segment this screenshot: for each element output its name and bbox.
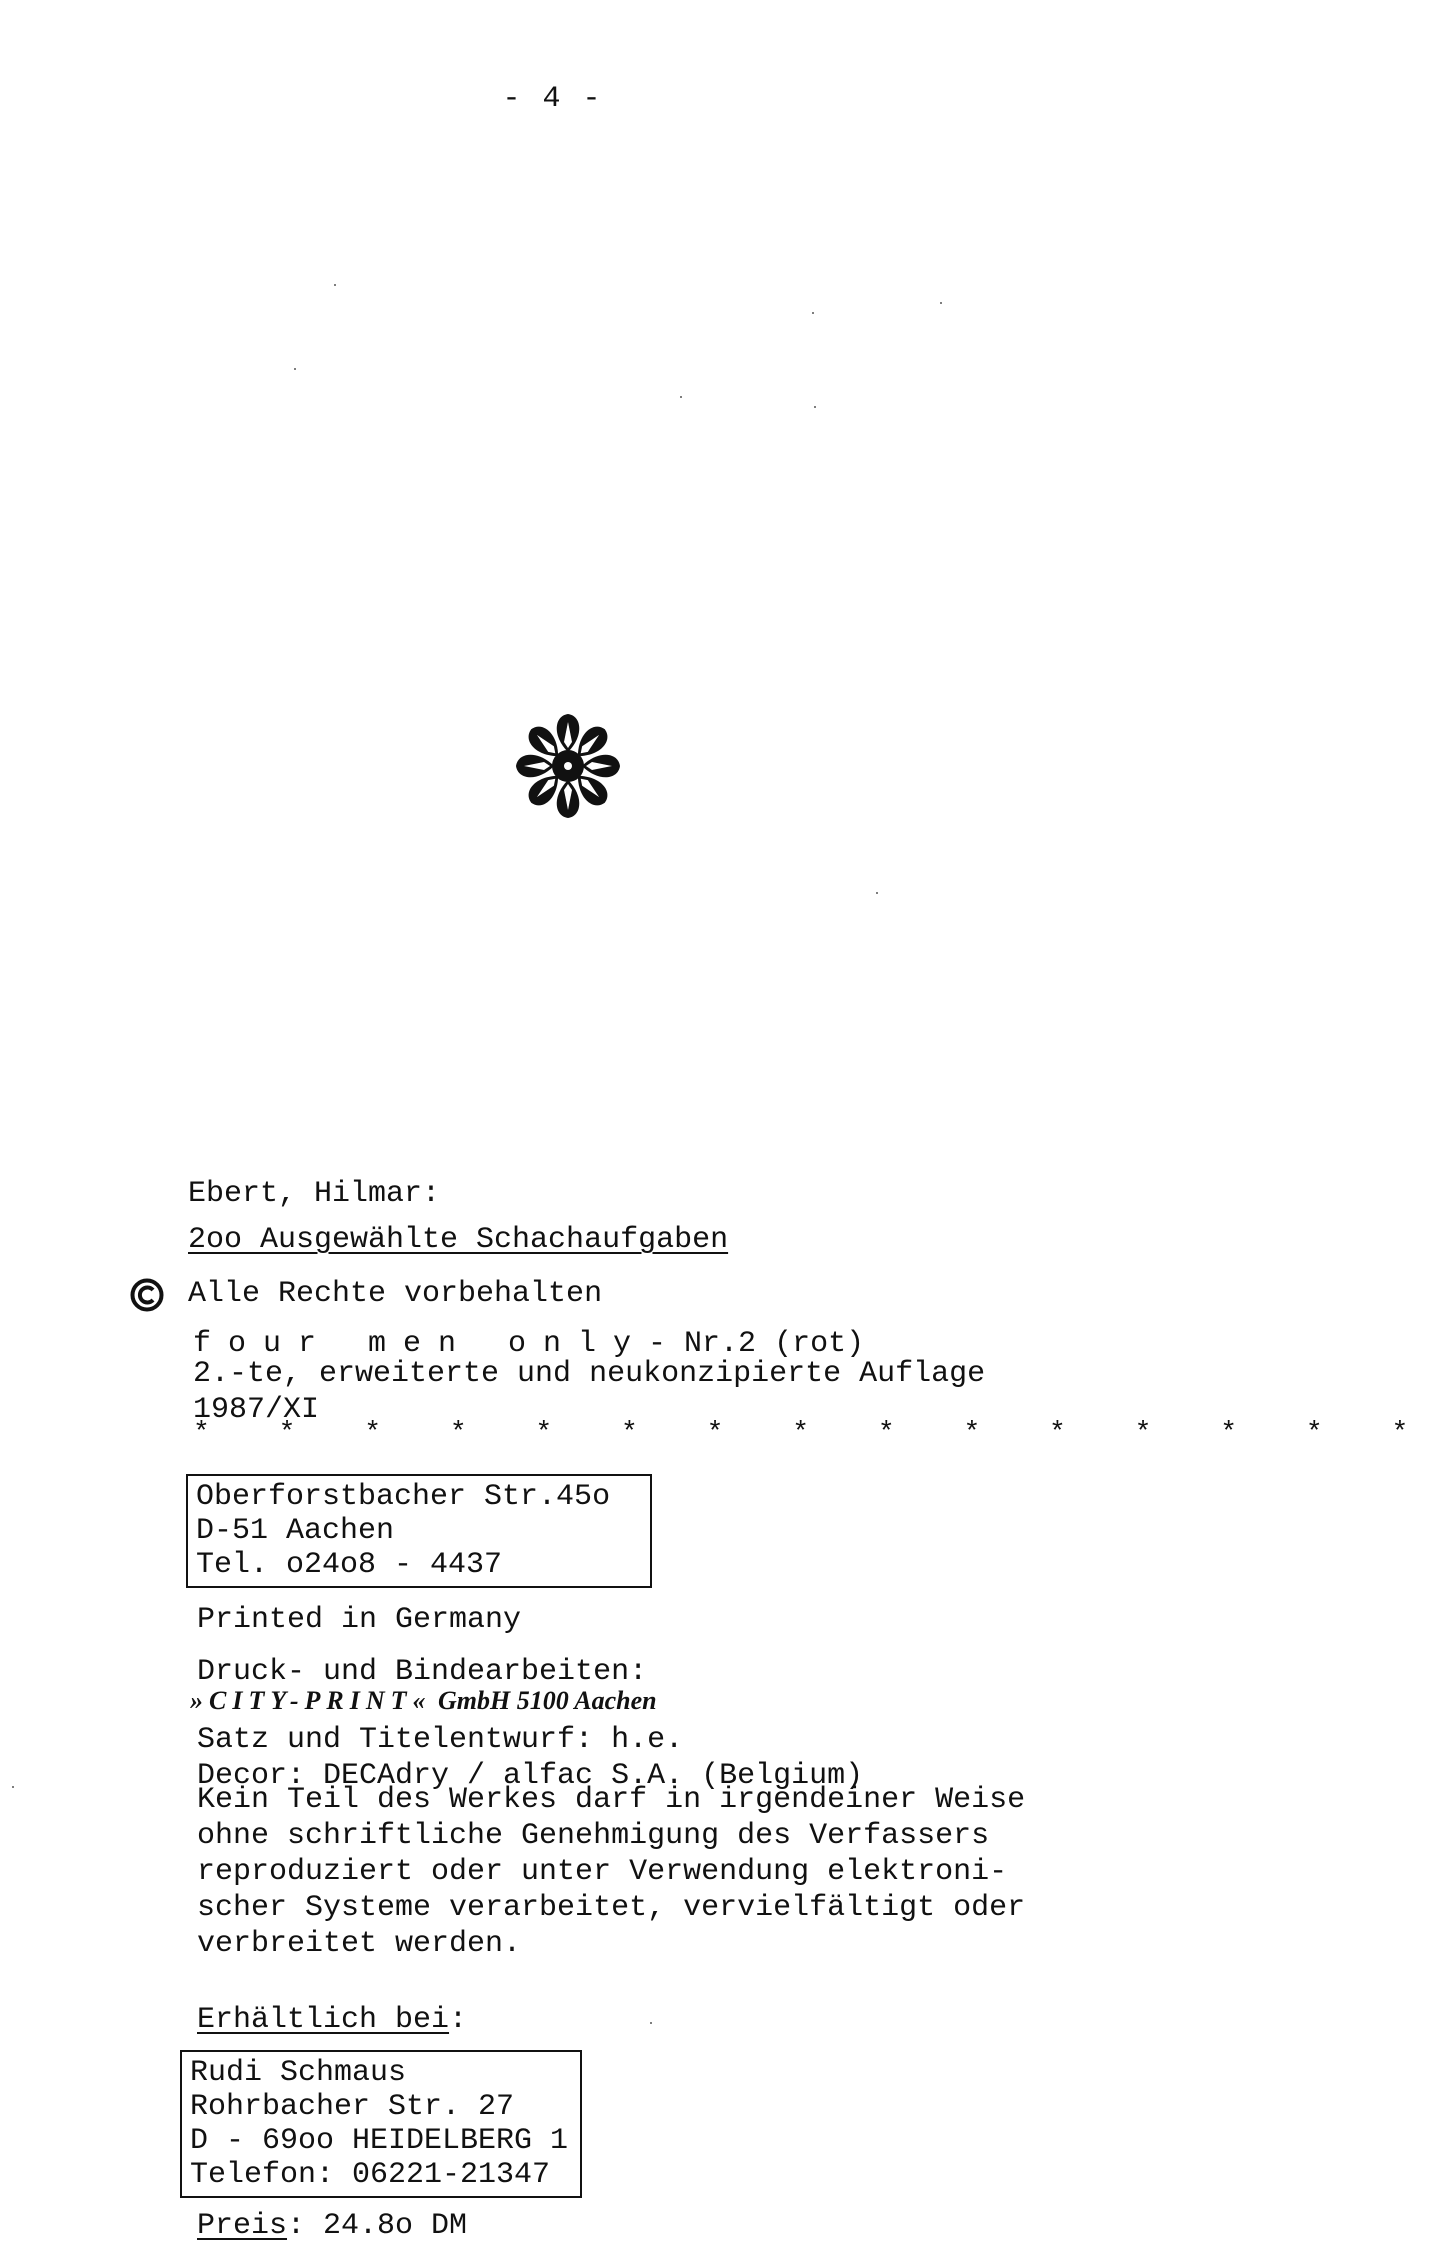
seller-address-box bbox=[180, 2050, 582, 2198]
scan-speck bbox=[812, 312, 814, 314]
address-city: D-51 Aachen bbox=[196, 1514, 395, 1548]
copyright-notice bbox=[197, 1782, 1025, 1962]
seller-street: Rohrbacher Str. 27 bbox=[190, 2090, 515, 2124]
available-colon: : bbox=[449, 2003, 468, 2037]
seller-city: D - 69oo HEIDELBERG 1 bbox=[190, 2124, 569, 2158]
scan-speck bbox=[876, 892, 878, 894]
typesetting-credit: Satz und Titelentwurf: h.e. bbox=[197, 1723, 684, 1757]
notice-line: reproduziert oder unter Verwendung elektroni- bbox=[197, 1855, 1008, 1889]
page-number: - 4 - bbox=[502, 82, 603, 116]
notice-line: Kein Teil des Werkes darf in irgendeiner Weise bbox=[197, 1783, 1026, 1817]
series-number: - Nr.2 (rot) bbox=[648, 1327, 865, 1361]
seller-phone: Telefon: 06221-21347 bbox=[190, 2158, 551, 2192]
rights-notice: Alle Rechte vorbehalten bbox=[188, 1277, 603, 1311]
available-label: Erhältlich bei bbox=[197, 2003, 450, 2037]
edition-date: 1987/XI bbox=[193, 1393, 320, 1427]
scan-speck bbox=[294, 368, 296, 370]
available-line bbox=[197, 2002, 467, 2038]
printer-line bbox=[190, 1686, 657, 1716]
scan-speck bbox=[814, 406, 816, 408]
printed-in: Printed in Germany bbox=[197, 1603, 522, 1637]
copyright-icon bbox=[130, 1278, 164, 1312]
scan-speck bbox=[650, 2022, 652, 2024]
scan-speck bbox=[940, 302, 942, 304]
price-value: : 24.8o DM bbox=[287, 2209, 468, 2243]
print-label: Druck- und Bindearbeiten: bbox=[197, 1655, 648, 1689]
scan-speck bbox=[680, 396, 682, 398]
edition-line: 2.-te, erweiterte und neukonzipierte Auflage bbox=[193, 1357, 986, 1391]
printer-suffix: GmbH 5100 Aachen bbox=[438, 1686, 657, 1715]
address-phone: Tel. o24o8 - 4437 bbox=[196, 1548, 503, 1582]
scan-speck bbox=[12, 1786, 14, 1788]
star-divider: * * * * * * * * * * * * * * * bbox=[193, 1418, 1434, 1449]
notice-line: verbreitet werden. bbox=[197, 1927, 522, 1961]
author-address-box bbox=[186, 1474, 652, 1588]
decor-credit: Decor: DECAdry / alfac S.A. (Belgium) bbox=[197, 1759, 864, 1793]
author-name: Ebert, Hilmar: bbox=[188, 1177, 441, 1211]
seller-name: Rudi Schmaus bbox=[190, 2056, 407, 2090]
notice-line: ohne schriftliche Genehmigung des Verfassers bbox=[197, 1819, 990, 1853]
printer-name: »CITY-PRINT« bbox=[190, 1686, 432, 1715]
price-label: Preis bbox=[197, 2209, 288, 2243]
notice-line: scher Systeme verarbeitet, vervielfältigt oder bbox=[197, 1891, 1026, 1925]
flower-ornament-icon bbox=[512, 710, 624, 822]
scan-speck bbox=[334, 284, 336, 286]
address-street: Oberforstbacher Str.45o bbox=[196, 1480, 611, 1514]
series-name: four men only bbox=[193, 1327, 649, 1361]
book-title: 2oo Ausgewählte Schachaufgaben bbox=[188, 1223, 729, 1257]
price-line bbox=[197, 2208, 467, 2244]
